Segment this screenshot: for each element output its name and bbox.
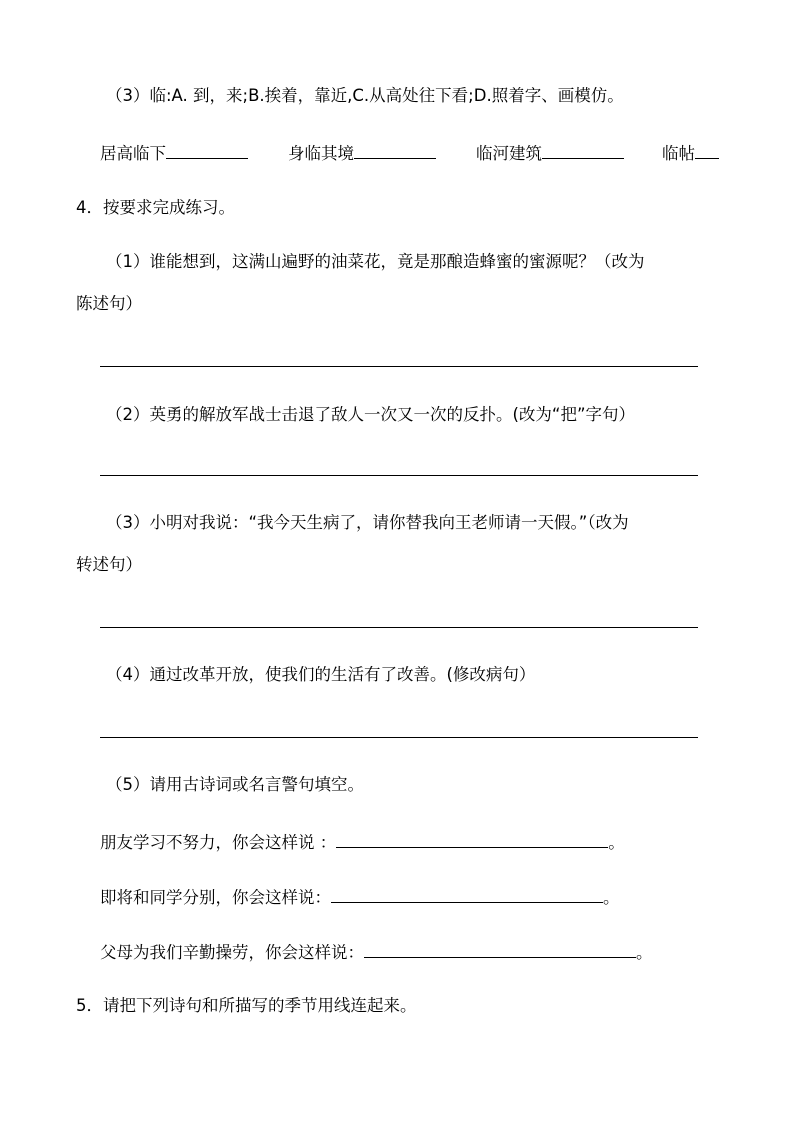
word-blank-4 [662, 140, 719, 166]
word-blank-2 [288, 140, 436, 166]
q4-item2-answer-line[interactable] [100, 475, 698, 476]
q4-heading: 4．按要求完成练习。 [76, 198, 235, 217]
fill-2-blank[interactable] [331, 884, 603, 903]
q4-item1-answer-line[interactable] [100, 366, 698, 367]
word-4-label: 临帖 [662, 144, 695, 163]
fill-1-prompt: 朋友学习不努力，你会这样说 ： [100, 833, 337, 852]
fill-3-period: 。 [636, 943, 653, 962]
fill-row-3 [100, 939, 653, 965]
word-1-blank[interactable] [166, 140, 248, 159]
word-4-blank[interactable] [695, 140, 719, 159]
q4-item3-line1: （3）小明对我说：“我今天生病了，请你替我向王老师请一天假。”（改为 [106, 513, 629, 532]
word-3-blank[interactable] [542, 140, 624, 159]
fill-1-blank[interactable] [336, 829, 608, 848]
fill-2-period: 。 [603, 888, 620, 907]
word-1-label: 居高临下 [100, 144, 166, 163]
q4-item3-line2: 转述句） [76, 555, 142, 574]
q4-item3-answer-line[interactable] [100, 627, 698, 628]
q3-sub3-text: （3）临:A. 到，来;B.挨着，靠近,C.从高处往下看;D.照着字、画模仿。 [106, 86, 624, 105]
fill-row-1 [100, 829, 625, 855]
word-3-label: 临河建筑 [476, 144, 542, 163]
fill-row-2 [100, 884, 620, 910]
q4-item2: （2）英勇的解放军战士击退了敌人一次又一次的反扑。(改为“把”字句） [106, 405, 636, 424]
fill-1-period: 。 [608, 833, 625, 852]
word-2-label: 身临其境 [288, 144, 354, 163]
q4-item4: （4）通过改革开放，使我们的生活有了改善。(修改病句） [106, 665, 536, 684]
fill-3-prompt: 父母为我们辛勤操劳，你会这样说： [100, 943, 364, 962]
word-blank-1 [100, 140, 248, 166]
q4-item5: （5）请用古诗词或名言警句填空。 [106, 775, 364, 794]
q4-item4-answer-line[interactable] [100, 737, 698, 738]
fill-3-blank[interactable] [364, 939, 636, 958]
q4-item1-line1: （1）谁能想到，这满山遍野的油菜花，竟是那酿造蜂蜜的蜜源呢？（改为 [106, 252, 645, 271]
word-blank-3 [476, 140, 624, 166]
q5-heading: 5．请把下列诗句和所描写的季节用线连起来。 [76, 996, 417, 1015]
q4-item1-line2: 陈述句） [76, 294, 142, 313]
word-2-blank[interactable] [354, 140, 436, 159]
fill-2-prompt: 即将和同学分别，你会这样说： [100, 888, 331, 907]
